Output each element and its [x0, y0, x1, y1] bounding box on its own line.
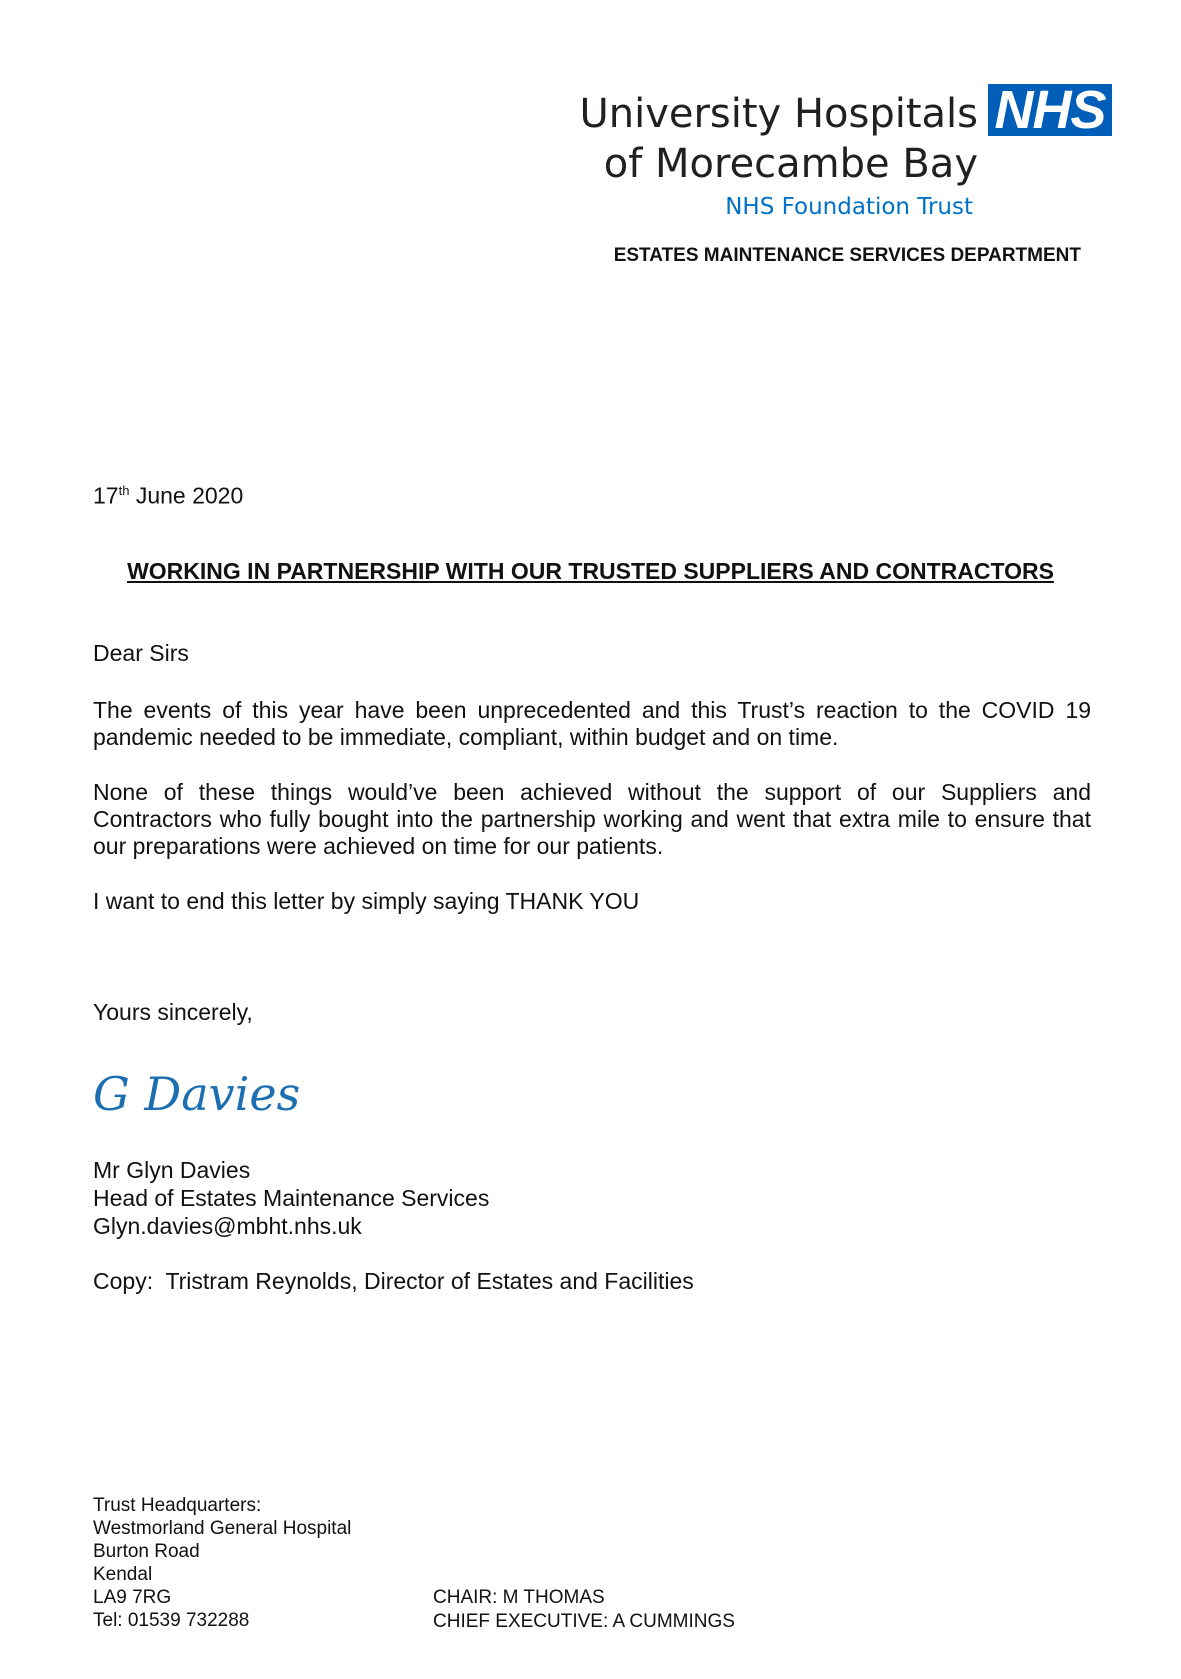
- date-day: 17: [93, 482, 119, 509]
- signature: G Davies: [93, 1067, 301, 1121]
- body-paragraph-2: None of these things would’ve been achieved without the support of our Suppliers and Contractors who fully bought into the partnership working and went that extra mile to ensure that our preparations were achieved on time for our patients.: [93, 779, 1091, 859]
- letter-date: [93, 477, 243, 510]
- body-paragraph-1: The events of this year have been unprecedented and this Trust’s reaction to the COVID 19 pandemic needed to be immediate, compliant, within budget and on time.: [93, 697, 1091, 750]
- letter-subject: WORKING IN PARTNERSHIP WITH OUR TRUSTED SUPPLIERS AND CONTRACTORS: [127, 558, 1054, 584]
- nhs-logo: NHS: [988, 84, 1112, 136]
- footer-chief-executive: CHIEF EXECUTIVE: A CUMMINGS: [433, 1611, 735, 1632]
- copy-line: Copy: Tristram Reynolds, Director of Estates and Facilities: [93, 1268, 694, 1294]
- address-line: LA9 7RG: [93, 1587, 172, 1608]
- date-month-year: June 2020: [129, 482, 244, 509]
- salutation: Dear Sirs: [93, 640, 189, 666]
- address-line: Kendal: [93, 1564, 153, 1585]
- address-line: Westmorland General Hospital: [93, 1518, 352, 1539]
- address-line: Tel: 01539 732288: [93, 1610, 250, 1631]
- address-line: Trust Headquarters:: [93, 1495, 262, 1516]
- org-name-line2: of Morecambe Bay: [603, 141, 978, 187]
- footer-chair: CHAIR: M THOMAS: [433, 1587, 605, 1608]
- date-suffix: th: [118, 483, 130, 498]
- body-paragraph-3: I want to end this letter by simply saying THANK YOU: [93, 888, 640, 914]
- signer-title: Head of Estates Maintenance Services: [93, 1185, 490, 1211]
- department-name: ESTATES MAINTENANCE SERVICES DEPARTMENT: [613, 245, 1081, 266]
- closing: Yours sincerely,: [93, 999, 253, 1025]
- footer-address: [93, 1494, 351, 1632]
- signer-email: Glyn.davies@mbht.nhs.uk: [93, 1213, 362, 1239]
- signer-name: Mr Glyn Davies: [93, 1157, 251, 1183]
- org-name-line3: NHS Foundation Trust: [725, 194, 973, 220]
- org-name-line1: University Hospitals: [579, 91, 978, 137]
- address-line: Burton Road: [93, 1541, 200, 1562]
